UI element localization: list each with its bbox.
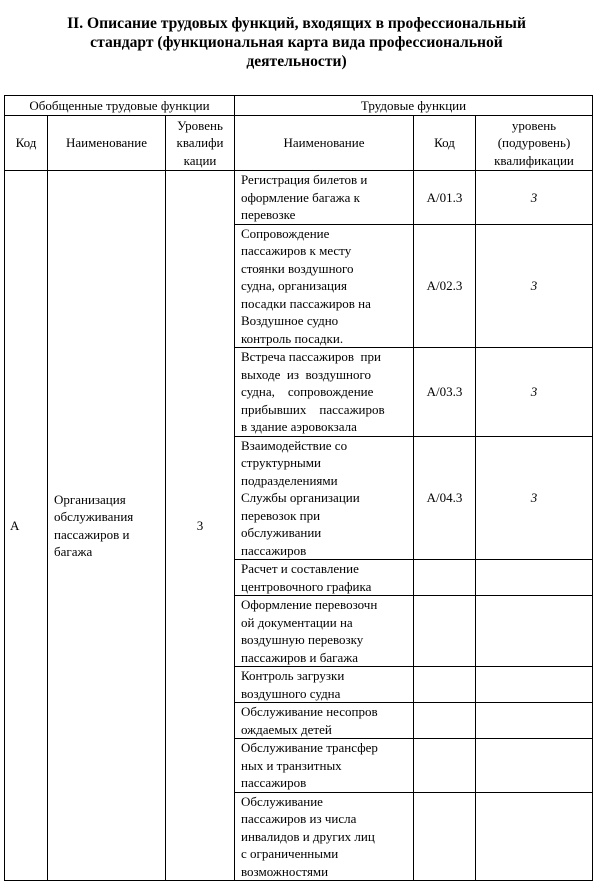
code-header: Код [5,116,48,171]
function-code: A/03.3 [414,348,476,437]
function-name: Контроль загрузки воздушного судна [235,667,414,703]
function-code [414,739,476,793]
section-title [0,14,593,71]
function-name: Обслуживание пассажиров из числа инвалидов и других лиц с ограниченными возможностями [235,792,414,881]
column-header-row [5,116,593,171]
function-level [476,596,593,667]
function-level [476,792,593,881]
function-name: Оформление перевозочн ой документации на воздушную перевозку пассажиров и багажа [235,596,414,667]
function-level: 3 [476,436,593,560]
generalized-function-code: А [5,171,48,881]
function-level [476,739,593,793]
function-name: Обслуживание трансфер ных и транзитных пассажиров [235,739,414,793]
function-code [414,667,476,703]
function-code [414,703,476,739]
function-name: Обслуживание несопров ождаемых детей [235,703,414,739]
title-line: II. Описание трудовых функций, входящих в профессиональный [67,15,526,32]
function-level [476,703,593,739]
function-code [414,560,476,596]
function-name: Взаимодействие со структурными подразделениями Службы организации перевозок при обслуживании пассажиров [235,436,414,560]
function-level: 3 [476,224,593,348]
function-level-header: уровень (подуровень) квалификации [476,116,593,171]
function-level [476,560,593,596]
function-name: Расчет и составление центровочного графика [235,560,414,596]
generalized-functions-header: Обобщенные трудовые функции [5,96,235,116]
function-level [476,667,593,703]
function-level: 3 [476,348,593,437]
level-header: Уровень квалифи кации [166,116,235,171]
function-code-header: Код [414,116,476,171]
function-code [414,792,476,881]
function-level: 3 [476,171,593,225]
function-name: Регистрация билетов и оформление багажа к перевозке [235,171,414,225]
generalized-function-name: Организация обслуживания пассажиров и багажа [48,171,166,881]
group-header-row [5,96,593,116]
function-name: Сопровождение пассажиров к месту стоянки воздушного судна, организация посадки пассажиров на Воздушное судно контроль посадки. [235,224,414,348]
function-name-header: Наименование [235,116,414,171]
title-line: деятельности) [246,53,347,70]
table-row [5,171,593,225]
function-code: A/02.3 [414,224,476,348]
generalized-function-level: 3 [166,171,235,881]
labor-functions-header: Трудовые функции [235,96,593,116]
function-code: A/04.3 [414,436,476,560]
functional-map-table [4,95,593,881]
function-code: A/01.3 [414,171,476,225]
title-line: стандарт (функциональная карта вида профессиональной [90,34,503,51]
function-code [414,596,476,667]
name-header: Наименование [48,116,166,171]
function-name: Встреча пассажиров при выходе из воздушного судна, сопровождение прибывших пассажиров в здание аэровокзала [235,348,414,437]
